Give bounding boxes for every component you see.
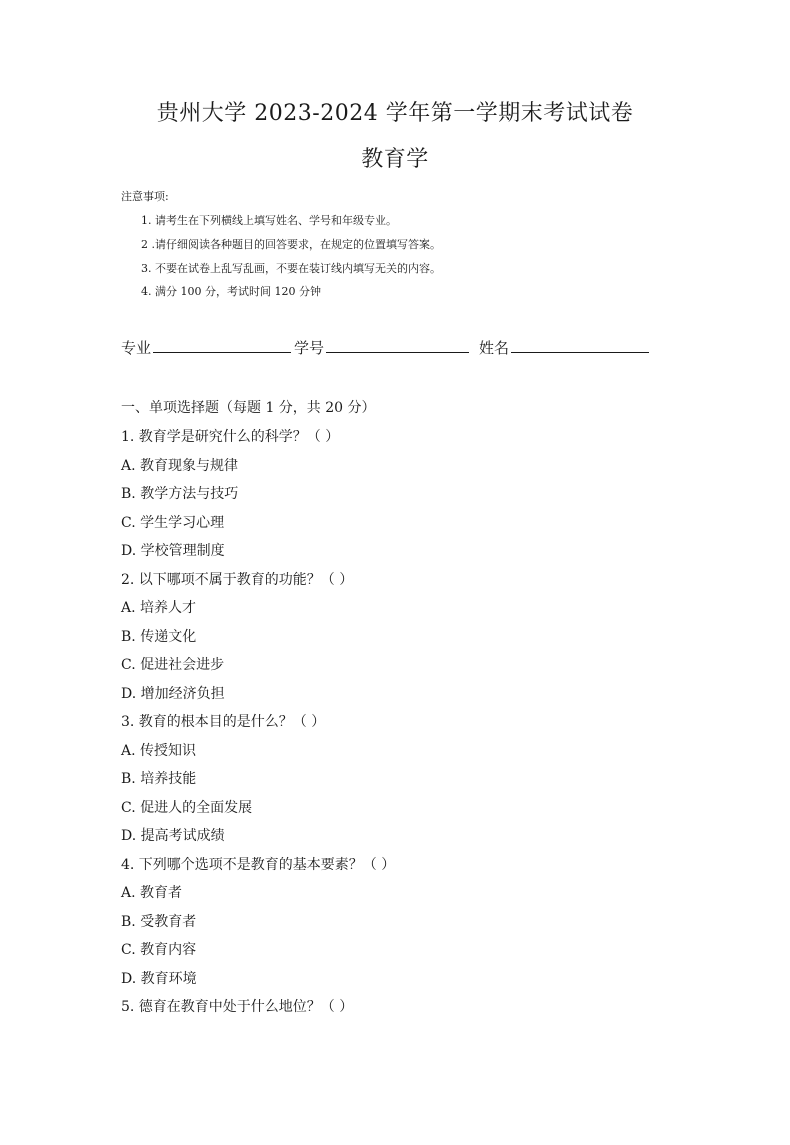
- name-blank[interactable]: [511, 336, 649, 353]
- question-option: C. 教育内容: [121, 942, 197, 958]
- question-option: B. 教学方法与技巧: [121, 486, 239, 502]
- notice-item: 2 .请仔细阅读各种题目的回答要求，在规定的位置填写答案。: [141, 238, 441, 251]
- notice-item: 1. 请考生在下列横线上填写姓名、学号和年级专业。: [141, 214, 397, 227]
- question-option: C. 学生学习心理: [121, 515, 225, 531]
- notice-item: 4. 满分 100 分，考试时间 120 分钟: [141, 285, 321, 298]
- question-option: A. 传授知识: [121, 743, 197, 759]
- question-option: A. 教育现象与规律: [121, 458, 239, 474]
- notice-item: 3. 不要在试卷上乱写乱画，不要在装订线内填写无关的内容。: [141, 262, 441, 275]
- question-option: B. 受教育者: [121, 914, 197, 930]
- section-heading: 一、单项选择题（每题 1 分，共 20 分）: [121, 400, 376, 416]
- question-option: D. 增加经济负担: [121, 686, 225, 702]
- question-stem: 5. 德育在教育中处于什么地位？（ ）: [121, 999, 354, 1015]
- notice-heading: 注意事项:: [121, 190, 169, 203]
- major-label: 专业: [121, 339, 152, 357]
- exam-subject: 教育学: [361, 147, 429, 172]
- question-option: A. 培养人才: [121, 600, 197, 616]
- student-info-fields: [121, 336, 652, 358]
- question-option: B. 培养技能: [121, 771, 197, 787]
- question-option: B. 传递文化: [121, 629, 197, 645]
- question-option: D. 学校管理制度: [121, 543, 225, 559]
- question-stem: 3. 教育的根本目的是什么？（ ）: [121, 714, 326, 730]
- question-stem: 1. 教育学是研究什么的科学？（ ）: [121, 429, 340, 445]
- question-option: D. 教育环境: [121, 971, 197, 987]
- question-option: A. 教育者: [121, 885, 183, 901]
- question-stem: 4. 下列哪个选项不是教育的基本要素？（ ）: [121, 857, 396, 873]
- exam-title: 贵州大学 2023-2024 学年第一学期末考试试卷: [156, 101, 634, 126]
- major-blank[interactable]: [153, 336, 291, 353]
- name-label: 姓名: [479, 339, 510, 357]
- question-option: D. 提高考试成绩: [121, 828, 225, 844]
- question-stem: 2. 以下哪项不属于教育的功能？（ ）: [121, 572, 354, 588]
- student-id-blank[interactable]: [326, 336, 469, 353]
- question-option: C. 促进人的全面发展: [121, 800, 253, 816]
- question-option: C. 促进社会进步: [121, 657, 225, 673]
- student-id-label: 学号: [294, 339, 325, 357]
